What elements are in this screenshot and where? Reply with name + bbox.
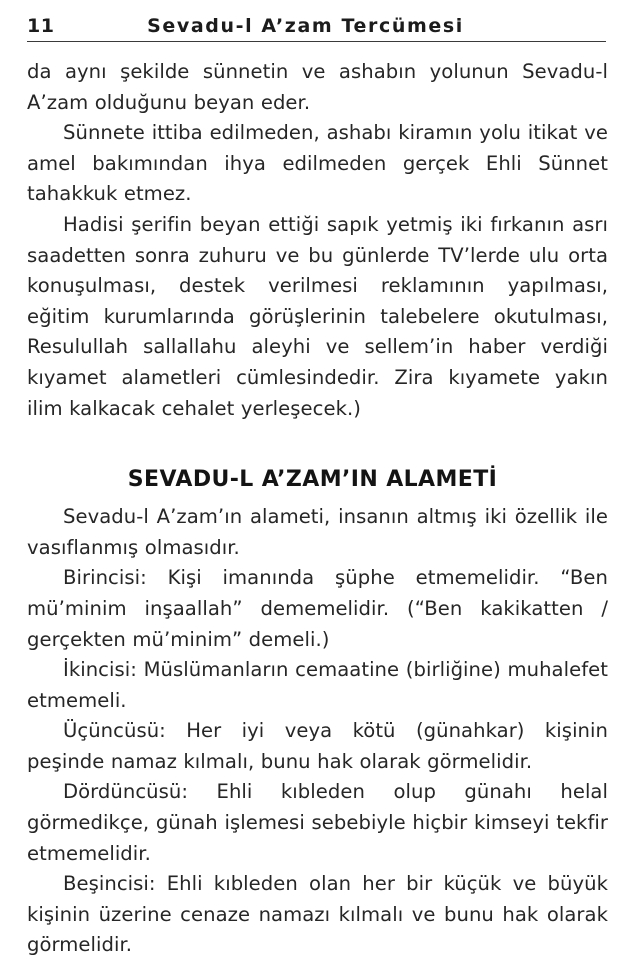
section-heading: SEVADU-L A’ZAM’IN ALAMETİ [127, 467, 498, 493]
page-number: 11 [27, 15, 55, 37]
paragraph: Üçüncüsü: Her iyi veya kötü (günahkar) kişinin peşinde namaz kılmalı, bunu hak olarak görmelidir. [27, 719, 608, 773]
running-title: Sevadu-l A’zam Tercümesi [147, 15, 464, 37]
paragraph: Sünnete ittiba edilmeden, ashabı kiramın yolu itikat ve amel bakımından ihya edilmeden gerçek Ehli Sünnet tahakkuk etmez. [27, 121, 608, 206]
paragraph: Sevadu-l A’zam’ın alameti, insanın altmış iki özellik ile vasıflanmış olmasıdır. [27, 505, 608, 559]
paragraph: da aynı şekilde sünnetin ve ashabın yolunun Sevadu-l A’zam olduğunu beyan eder. [27, 60, 608, 114]
paragraph: İkincisi: Müslümanların cemaatine (birliğine) muhalefet etmemeli. [27, 658, 608, 712]
paragraph: Beşincisi: Ehli kıbleden olan her bir küçük ve büyük kişinin üzerine cenaze namazı kılmalı ve bunu hak olarak görmelidir. [27, 872, 608, 957]
paragraph: Birincisi: Kişi imanında şüphe etmemelidir. “Ben mü’minim inşaallah” dememelidir. (“Ben kakikatten / gerçekten mü’minim” demeli.) [27, 566, 608, 651]
paragraph: Dördüncüsü: Ehli kıbleden olup günahı helal görmedikçe, günah işlemesi sebebiyle hiçbir kimseyi tekfir etmemelidir. [27, 780, 608, 865]
header-divider [27, 41, 606, 42]
running-head [27, 0, 608, 46]
paragraph: Hadisi şerifin beyan ettiği sapık yetmiş iki fırkanın asrı saadetten sonra zuhuru ve bu günlerde TV’lerde ulu orta konuşulması, destek verilmesi reklamının yapılması, eğitim kurumlarında görüşlerinin talebelere okutulması, Resulullah sallallahu aleyhi ve sellem’in haber verdiği kıyamet alametleri cümlesindedir. Zira kıyamete yakın ilim kalkacak cehalet yerleşecek.) [27, 212, 608, 420]
page-body [27, 46, 608, 961]
